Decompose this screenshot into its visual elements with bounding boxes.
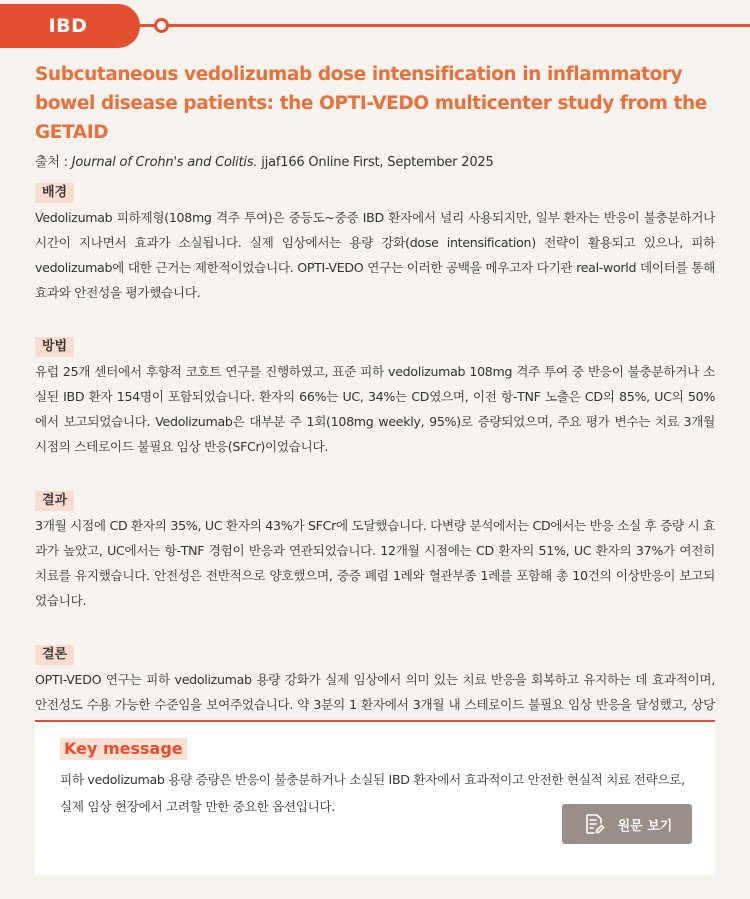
article-content	[35, 60, 715, 742]
category-tag: IBD	[0, 4, 140, 48]
section-methods	[35, 327, 715, 459]
article-title: Subcutaneous vedolizumab dose intensification in inflammatory bowel disease patients: the OPTI-VEDO multicenter study from the GETAID	[35, 64, 707, 143]
section-label: 방법	[35, 337, 74, 357]
header-line	[140, 24, 750, 27]
section-label: 결론	[35, 645, 74, 665]
section-text: 유럽 25개 센터에서 후향적 코호트 연구를 진행하였고, 표준 피하 vedolizumab 108mg 격주 투여 중 반응이 불충분하거나 소실된 IBD 환자 154명이 포함되었습니다. 환자의 66%는 UC, 34%는 CD였으며, 이전 항-TNF 노출은 CD의 85%, UC의 50%에서 보고되었습니다. Vedolizumab은 대부분 주 1회(108mg weekly, 95%)로 증량되었으며, 주요 평가 변수는 치료 3개월 시점의 스테로이드 불필요 임상 반응(SFCr)이었습니다.	[35, 364, 715, 454]
key-message-text: 피하 vedolizumab 용량 증량은 반응이 불충분하거나 소실된 IBD 환자에서 효과적이고 안전한 현실적 치료 전략으로, 실제 임상 현장에서 고려할 만한 중요한 옵션입니다.	[60, 772, 685, 814]
article-source	[35, 153, 715, 173]
section-results	[35, 481, 715, 613]
section-label: 결과	[35, 491, 74, 511]
section-text: OPTI-VEDO 연구는 피하 vedolizumab 용량 강화가 실제 임상에서 의미 있는 치료 반응을 회복하고 유지하는 데 효과적이며, 안전성도 수용 가능한 수준임을 보여주었습니다. 약 3분의 1 환자에서 3개월 내 스테로이드 불필요 임상 반응을 달성했고, 상당	[35, 672, 715, 712]
document-edit-icon	[582, 812, 606, 836]
section-background	[35, 173, 715, 305]
section-text: Vedolizumab 피하제형(108mg 격주 투여)은 중등도~중증 IBD 환자에서 널리 사용되지만, 일부 환자는 반응이 불충분하거나 시간이 지나면서 효과가 소실됩니다. 실제 임상에서는 용량 강화(dose intensification) 전략이 활용되고 있으나, 피하 vedolizumab에 대한 근거는 제한적이었습니다. OPTI-VEDO 연구는 이러한 공백을 메우고자 다기관 real-world 데이터를 통해 효과와 안전성을 평가했습니다.	[35, 210, 715, 300]
key-message-title: Key message	[60, 738, 187, 760]
section-text: 3개월 시점에 CD 환자의 35%, UC 환자의 43%가 SFCr에 도달했습니다. 다변량 분석에서는 CD에서는 반응 소실 후 증량 시 효과가 높았고, UC에서는 항-TNF 경험이 반응과 연관되었습니다. 12개월 시점에는 CD 환자의 51%, UC 환자의 37%가 여전히 치료를 유지했습니다. 안전성은 전반적으로 양호했으며, 중증 폐렴 1례와 혈관부종 1례를 포함해 총 10건의 이상반응이 보고되었습니다.	[35, 518, 715, 608]
source-prefix: 출처 :	[35, 155, 72, 170]
section-label: 배경	[35, 183, 74, 203]
view-original-label: 원문 보기	[617, 818, 673, 834]
source-suffix: jjaf166 Online First, September 2025	[257, 155, 494, 170]
key-message-box	[35, 720, 715, 875]
source-journal: Journal of Crohn's and Colitis.	[71, 155, 258, 170]
category-header	[0, 4, 750, 48]
view-original-button[interactable]	[562, 804, 692, 844]
header-dot	[154, 18, 169, 33]
